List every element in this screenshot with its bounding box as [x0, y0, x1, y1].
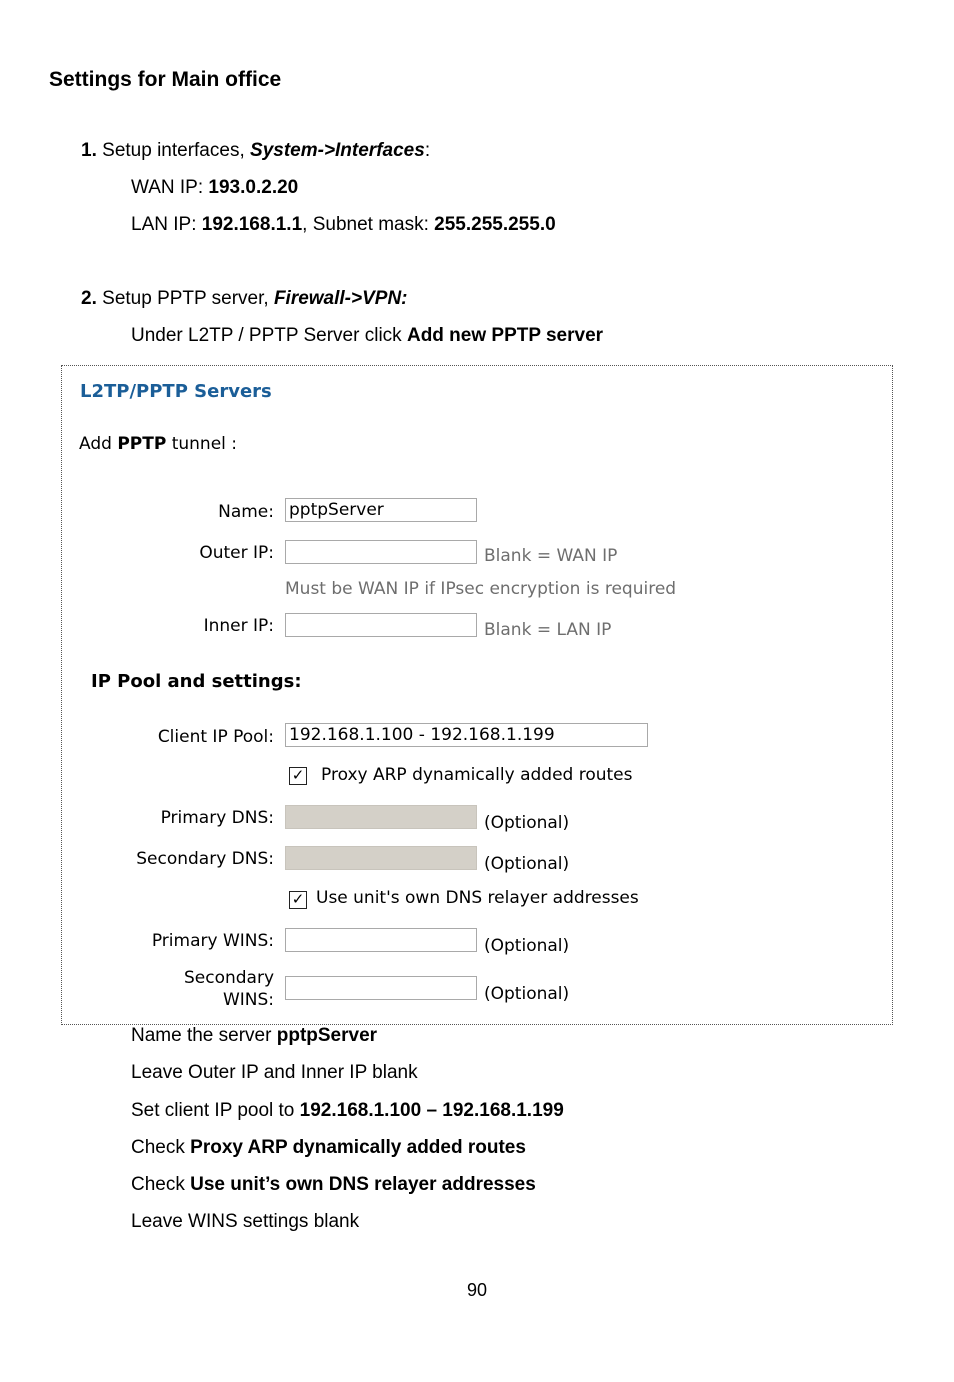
lan-ip-value: 192.168.1.1: [201, 214, 303, 235]
note-3: [131, 1100, 564, 1122]
secondary-wins-label-line2: WINS:: [222, 990, 274, 1010]
note-5-value: Use unit’s own DNS relayer addresses: [190, 1174, 536, 1195]
step-2-instruction-action: Add new PPTP server: [406, 325, 604, 346]
primary-dns-optional: (Optional): [484, 813, 570, 833]
primary-wins-label: Primary WINS:: [151, 931, 274, 951]
outer-ip-input[interactable]: [285, 540, 477, 564]
step-2-instruction: [131, 325, 603, 347]
step-1-text: Setup interfaces,: [102, 140, 245, 161]
inner-ip-hint: Blank = LAN IP: [484, 620, 612, 640]
add-tunnel-pre: Add: [79, 434, 112, 454]
secondary-dns-input[interactable]: [285, 846, 477, 870]
secondary-wins-label-line1: Secondary: [183, 968, 274, 988]
step-1-colon: :: [424, 140, 431, 161]
note-1-value: pptpServer: [276, 1025, 378, 1046]
secondary-wins-optional: (Optional): [484, 984, 570, 1004]
subnet-mask-value: 255.255.255.0: [434, 214, 556, 235]
page-heading: Settings for Main office: [49, 68, 282, 91]
note-3-text: Set client IP pool to: [131, 1100, 295, 1121]
add-tunnel-post: tunnel :: [171, 434, 238, 454]
proxy-arp-label: Proxy ARP dynamically added routes: [321, 765, 633, 785]
outer-ip-label: Outer IP:: [199, 543, 274, 563]
pptp-server-panel: [61, 365, 893, 1025]
inner-ip-label: Inner IP:: [203, 616, 274, 636]
page-number: 90: [466, 1280, 488, 1300]
outer-ip-hint: Blank = WAN IP: [484, 546, 618, 566]
note-2: Leave Outer IP and Inner IP blank: [131, 1062, 418, 1083]
wan-ip-line: [131, 177, 298, 199]
wan-ip-value: 193.0.2.20: [208, 177, 299, 198]
lan-ip-label: LAN IP:: [131, 214, 197, 235]
ip-pool-heading: IP Pool and settings:: [91, 671, 302, 692]
use-dns-relayer-checkbox[interactable]: ✓: [289, 891, 307, 909]
add-tunnel-type: PPTP: [117, 434, 167, 454]
note-4-text: Check: [131, 1137, 185, 1158]
note-6: Leave WINS settings blank: [131, 1211, 360, 1232]
subnet-mask-label: , Subnet mask:: [302, 214, 429, 235]
secondary-wins-input[interactable]: [285, 976, 477, 1000]
secondary-dns-optional: (Optional): [484, 854, 570, 874]
step-2: [81, 288, 408, 310]
use-dns-relayer-label: Use unit's own DNS relayer addresses: [316, 888, 639, 908]
note-1: [131, 1025, 377, 1047]
step-1: [81, 140, 430, 162]
note-5-text: Check: [131, 1174, 185, 1195]
primary-wins-input[interactable]: [285, 928, 477, 952]
primary-wins-optional: (Optional): [484, 936, 570, 956]
step-2-number: 2.: [81, 288, 97, 309]
inner-ip-input[interactable]: [285, 613, 477, 637]
client-ip-pool-label: Client IP Pool:: [157, 727, 274, 747]
lan-ip-line: [131, 214, 556, 236]
outer-ip-note: Must be WAN IP if IPsec encryption is required: [285, 579, 677, 599]
wan-ip-label: WAN IP:: [131, 177, 204, 198]
proxy-arp-checkbox[interactable]: ✓: [289, 767, 307, 785]
name-label: Name:: [218, 502, 274, 522]
step-1-number: 1.: [81, 140, 97, 161]
primary-dns-input[interactable]: [285, 805, 477, 829]
client-ip-pool-input[interactable]: 192.168.1.100 - 192.168.1.199: [285, 723, 648, 747]
note-5: [131, 1174, 536, 1196]
note-1-text: Name the server: [131, 1025, 272, 1046]
step-2-instruction-text: Under L2TP / PPTP Server click: [131, 325, 402, 346]
name-input[interactable]: pptpServer: [285, 498, 477, 522]
step-2-path: Firewall->VPN:: [273, 288, 408, 309]
step-2-text: Setup PPTP server,: [102, 288, 269, 309]
note-3-value: 192.168.1.100 – 192.168.1.199: [299, 1100, 564, 1121]
secondary-dns-label: Secondary DNS:: [136, 849, 274, 869]
primary-dns-label: Primary DNS:: [160, 808, 274, 828]
note-4: [131, 1137, 526, 1159]
panel-title: L2TP/PPTP Servers: [80, 381, 272, 402]
note-4-value: Proxy ARP dynamically added routes: [190, 1137, 526, 1158]
add-tunnel-heading: [79, 434, 237, 454]
step-1-path: System->Interfaces: [250, 140, 425, 161]
